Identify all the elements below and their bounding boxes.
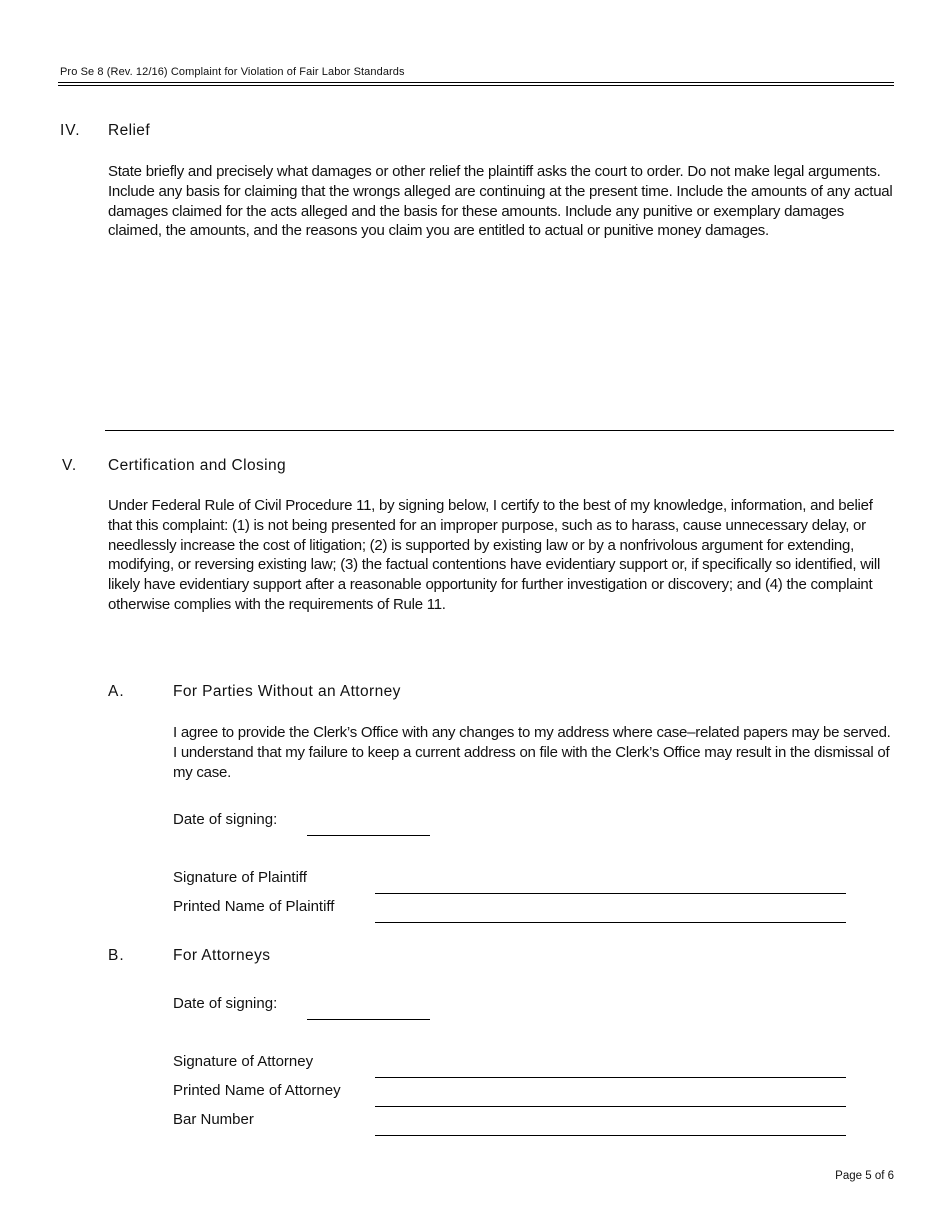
section-v-number: V.: [62, 457, 78, 474]
bar-number-label: Bar Number: [173, 1111, 254, 1128]
attorney-printed-name-field[interactable]: [375, 1089, 846, 1107]
bar-number-field[interactable]: [375, 1118, 846, 1136]
subsection-a-title: For Parties Without an Attorney: [173, 683, 401, 700]
subsection-a-agreement-text: I agree to provide the Clerk’s Office with any changes to my address where case–related papers may be served. I understand that my failure to keep a current address on file with the Clerk’s Office may result in the dismissal of my case.: [173, 724, 891, 781]
subsection-b-title: For Attorneys: [173, 947, 271, 964]
attorney-date-label: Date of signing:: [173, 995, 278, 1012]
plaintiff-signature-field[interactable]: [375, 876, 846, 894]
plaintiff-date-label: Date of signing:: [173, 811, 278, 828]
section-v-title: Certification and Closing: [108, 457, 287, 474]
section-iv-number: IV.: [60, 122, 81, 139]
plaintiff-signature-label: Signature of Plaintiff: [173, 869, 307, 886]
section-iv-title: Relief: [108, 122, 151, 139]
section-iv-instructions: State briefly and precisely what damages or other relief the plaintiff asks the court to order. Do not make legal arguments. Include any basis for claiming that the wrongs alleged are continuing at the present time. Include the amounts of any actual damages claimed for the acts alleged and the basis for these amounts. Include any punitive or exemplary damages claimed, the amounts, and the reasons you claim you are entitled to actual or punitive money damages.: [108, 163, 893, 240]
plaintiff-printed-name-label: Printed Name of Plaintiff: [173, 898, 335, 915]
relief-response-area[interactable]: [105, 220, 894, 431]
subsection-a-letter: A.: [108, 683, 125, 700]
attorney-signature-label: Signature of Attorney: [173, 1053, 314, 1070]
header-rule-bottom: [58, 85, 894, 86]
page-number: Page 5 of 6: [835, 1170, 894, 1182]
attorney-date-field[interactable]: [307, 1002, 430, 1020]
attorney-signature-field[interactable]: [375, 1060, 846, 1078]
header-rule-top: [58, 82, 894, 83]
subsection-b-letter: B.: [108, 947, 125, 964]
section-v-certification-text: Under Federal Rule of Civil Procedure 11, by signing below, I certify to the best of my knowledge, information, and belief that this complaint: (1) is not being presented for an improper purpose, such as to harass, cause unnecessary delay, or needlessly increase the cost of litigation; (2) is supported by existing law or by a nonfrivolous argument for extending, modifying, or reversing existing law; (3) the factual contentions have evidentiary support or, if specifically so identified, will likely have evidentiary support after a reasonable opportunity for further investigation or discovery; and (4) the complaint otherwise complies with the requirements of Rule 11.: [108, 497, 881, 613]
form-header: Pro Se 8 (Rev. 12/16) Complaint for Violation of Fair Labor Standards: [60, 66, 405, 78]
plaintiff-printed-name-field[interactable]: [375, 905, 846, 923]
plaintiff-date-field[interactable]: [307, 818, 430, 836]
attorney-printed-name-label: Printed Name of Attorney: [173, 1082, 341, 1099]
